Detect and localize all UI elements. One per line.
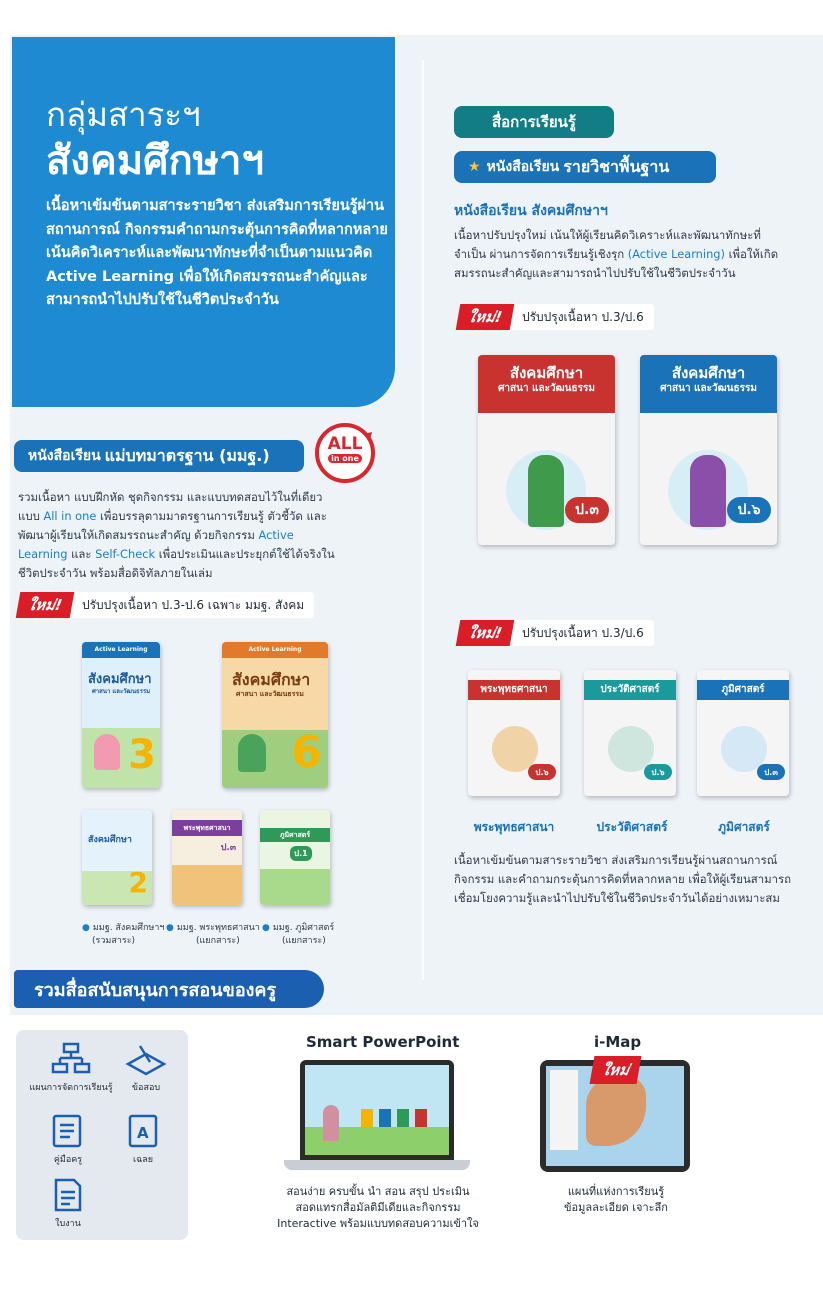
teacher-guide-item xyxy=(40,1112,96,1166)
imap-caption xyxy=(536,1184,696,1216)
new-text: ปรับปรุงเนื้อหา ป.3/ป.6 xyxy=(521,625,644,640)
pen-paper-icon xyxy=(124,1042,168,1078)
mmth-description xyxy=(18,488,338,583)
new-tag-left xyxy=(22,592,314,618)
caption-line2: (แยกสาระ) xyxy=(282,936,326,946)
icon-label: ใบงาน xyxy=(55,1219,81,1229)
book-title: พระพุทธศาสนา xyxy=(172,820,242,836)
book-tag: Active Learning xyxy=(82,642,160,658)
worksheet-icon xyxy=(50,1176,86,1214)
book-title: ภูมิศาสตร์ xyxy=(260,828,330,842)
media-pill: สื่อการเรียนรู้ xyxy=(454,106,614,138)
caption-line1: มมฐ. พระพุทธศาสนา xyxy=(176,923,260,933)
caption-history: ประวัติศาสตร์ xyxy=(596,820,668,834)
social-book-subhead: หนังสือเรียน สังคมศึกษาฯ xyxy=(454,203,608,219)
book-title: สังคมศึกษา xyxy=(509,364,584,382)
icon-label: แผนการจัดการเรียนรู้ xyxy=(29,1083,113,1093)
book-title: สังคมศึกษา xyxy=(232,670,311,689)
book-mmth-3 xyxy=(82,642,160,788)
separate-subjects-description: เนื้อหาเข้มข้นตามสาระรายวิชา ส่งเสริมการเรียนรู้ผ่านสถานการณ์ กิจกรรม และคำถามกระตุ้นการคิดที่หลากหลาย เพื่อให้ผู้เรียนสามารถเชื่อมโยงความรู้และนำไปปรับใช้ในชีวิตประจำวันได้อย่างเหมาะสม xyxy=(454,853,792,905)
student-illustration xyxy=(690,455,726,527)
book-sub: ศาสนา และวัฒนธรรม xyxy=(660,383,757,394)
allinone-text-1: ALL xyxy=(327,434,363,454)
hero-body: เนื้อหาเข้มข้นตามสาระรายวิชา ส่งเสริมการเรียนรู้ผ่านสถานการณ์ กิจกรรมคำถามกระตุ้นการคิดที่หลากหลาย เน้นคิดวิเคราะห์และพัฒนาทักษะที่จำเป็นตามแนวคิด Active Learning เพื่อให้เกิดสมรรถนะสำคัญและสามารถนำไปปรับใช้ในชีวิตประจำวัน xyxy=(46,198,388,308)
basic-pill-prefix: หนังสือเรียน xyxy=(486,159,560,175)
lesson-plan-item xyxy=(28,1042,114,1094)
caption-line1: มมฐ. สังคมศึกษาฯ xyxy=(92,923,165,933)
book-number: ป.1 xyxy=(290,846,312,861)
mmth-desc-d: เพื่อประเมินและประยุกต์ใช้ได้จริงในชีวิตประจำวัน พร้อมสื่อดิจิทัลภายในเล่ม xyxy=(18,547,335,580)
book-level: ป.๖ xyxy=(727,497,771,523)
book-title: ประวัติศาสตร์ xyxy=(584,680,676,700)
book-title: พระพุทธศาสนา xyxy=(468,680,560,700)
caption-mmth-buddhism: ● มมฐ. พระพุทธศาสนา (แยกสาระ) xyxy=(166,923,260,946)
icon-label: คู่มือครู xyxy=(53,1155,83,1165)
book-level: ป.๓ xyxy=(757,764,785,780)
caption-line1: มมฐ. ภูมิศาสตร์ xyxy=(272,923,335,933)
ppt-caption-1: สอนง่าย ครบขั้น นำ สอน สรุป ประเมิน xyxy=(286,1185,470,1198)
imap-title: i-Map xyxy=(594,1033,642,1051)
caption-buddhism: พระพุทธศาสนา xyxy=(473,820,555,834)
book-number: ป.๓ xyxy=(220,843,236,853)
flowchart-icon xyxy=(51,1042,91,1078)
caption-mmth-geography: ● มมฐ. ภูมิศาสตร์ (แยกสาระ) xyxy=(262,923,335,946)
child-illustration xyxy=(238,734,266,772)
mmth-pill xyxy=(14,440,304,472)
book-small-geography xyxy=(260,810,330,905)
new-text: ปรับปรุงเนื้อหา ป.3/ป.6 xyxy=(521,309,644,324)
new-label: ใหม่! xyxy=(16,592,75,618)
new-label: ใหม่! xyxy=(456,620,515,646)
worksheet-item xyxy=(40,1176,96,1230)
exam-item xyxy=(118,1042,174,1094)
caption-line2: (รวมสาระ) xyxy=(92,936,136,946)
star-icon: ★ xyxy=(468,159,481,175)
mmth-pill-strong: แม่บทมาตรฐาน (มมฐ.) xyxy=(104,445,270,465)
mmth-desc-hl1: All in one xyxy=(43,509,97,523)
laptop-illustration xyxy=(284,1060,470,1172)
social-desc-hl: (Active Learning) xyxy=(627,247,725,261)
ppt-caption-3: Interactive พร้อมแบบทดสอบความเข้าใจ xyxy=(277,1217,479,1230)
book-small-social xyxy=(82,810,152,905)
new-label: ใหม่! xyxy=(456,304,515,330)
social-desc-a: เนื้อหาปรับปรุงใหม่ เน้นให้ผู้เรียนคิดวิเคราะห์และพัฒนาทักษะที่จำเป็น ผ่านการจัดการเรียนรู้เชิงรุก xyxy=(454,228,761,261)
hero-panel xyxy=(12,37,395,407)
allinone-badge xyxy=(312,420,378,486)
icon-label: ข้อสอบ xyxy=(131,1083,161,1093)
teacher-media-title: รวมสื่อสนับสนุนการสอนของครู xyxy=(14,970,324,1008)
book-title: สังคมศึกษา xyxy=(88,672,152,687)
mmth-desc-hl2: Active Learning xyxy=(18,528,294,561)
book-number: 3 xyxy=(128,732,156,778)
social-desc-b: เพื่อให้เกิดสมรรถนะสำคัญและสามารถนำไปปรับใช้ในชีวิตประจำวัน xyxy=(454,247,779,280)
book-number: 6 xyxy=(291,727,322,778)
mmth-desc-a: รวมเนื้อหา แบบฝึกหัด ชุดกิจกรรม และแบบทดสอบไว้ในที่เดียว แบบ xyxy=(18,490,323,523)
svg-text:A: A xyxy=(137,1124,149,1142)
ppt-caption xyxy=(268,1184,488,1232)
basic-pill-strong: รายวิชาพื้นฐาน xyxy=(563,156,670,176)
book-sub: ศาสนา และวัฒนธรรม xyxy=(498,383,595,394)
ppt-caption-2: สอดแทรกสื่อมัลติมีเดียและกิจกรรม xyxy=(295,1201,461,1214)
mmth-desc-b: เพื่อบรรลุตามมาตรฐานการเรียนรู้ ตัวชี้วัด และพัฒนาผู้เรียนให้เกิดสมรรถนะสำคัญ ด้วยกิจกรรม xyxy=(18,509,327,542)
book-sub: ศาสนา และวัฒนธรรม xyxy=(92,688,151,695)
hero-title-large: สังคมศึกษาฯ xyxy=(46,138,264,184)
book-title: สังคมศึกษา xyxy=(88,835,132,845)
book-title: ภูมิศาสตร์ xyxy=(697,680,789,700)
child-illustration xyxy=(94,734,120,770)
new-tag-right-1 xyxy=(462,304,654,330)
social-book-description xyxy=(454,226,789,283)
book-small-buddhism xyxy=(172,810,242,905)
book-basic-p6 xyxy=(640,355,777,545)
new-tag-right-2 xyxy=(462,620,654,646)
caption-mmth-social: ● มมฐ. สังคมศึกษาฯ (รวมสาระ) xyxy=(82,923,165,946)
book-basic-geography xyxy=(697,670,789,796)
caption-line2: (แยกสาระ) xyxy=(196,936,240,946)
book-level: ป.๓ xyxy=(565,497,609,523)
smart-powerpoint-title: Smart PowerPoint xyxy=(306,1033,460,1051)
answer-key-item xyxy=(118,1112,168,1166)
book-level: ป.๖ xyxy=(644,764,672,780)
caption-geography: ภูมิศาสตร์ xyxy=(718,820,770,834)
book-title: สังคมศึกษา xyxy=(671,364,746,382)
allinone-text-2: in one xyxy=(328,454,362,463)
book-mmth-6 xyxy=(222,642,328,788)
new-text: ปรับปรุงเนื้อหา ป.3-ป.6 เฉพาะ มมฐ. สังคม xyxy=(81,597,305,612)
hero-title-small: กลุ่มสาระฯ xyxy=(46,95,201,134)
mmth-pill-prefix: หนังสือเรียน xyxy=(28,448,101,464)
imap-caption-2: ข้อมูลละเอียด เจาะลึก xyxy=(564,1201,668,1214)
mmth-desc-c: และ xyxy=(67,547,96,561)
book-tag: Active Learning xyxy=(222,642,328,658)
book-basic-p3 xyxy=(478,355,615,545)
book-number: 2 xyxy=(128,866,148,899)
student-illustration xyxy=(528,455,564,527)
column-divider xyxy=(422,60,424,980)
book-level: ป.๖ xyxy=(528,764,556,780)
book-basic-history xyxy=(584,670,676,796)
imap-new-badge: ใหม่ xyxy=(590,1056,642,1084)
book-sub: ศาสนา และวัฒนธรรม xyxy=(236,690,304,698)
mmth-desc-hl3: Self-Check xyxy=(95,547,156,561)
book-basic-buddhism xyxy=(468,670,560,796)
imap-caption-1: แผนที่แห่งการเรียนรู้ xyxy=(567,1185,665,1198)
basic-course-pill xyxy=(454,151,716,183)
icon-label: เฉลย xyxy=(133,1155,153,1165)
answer-icon xyxy=(125,1112,161,1150)
handbook-icon xyxy=(50,1112,86,1150)
